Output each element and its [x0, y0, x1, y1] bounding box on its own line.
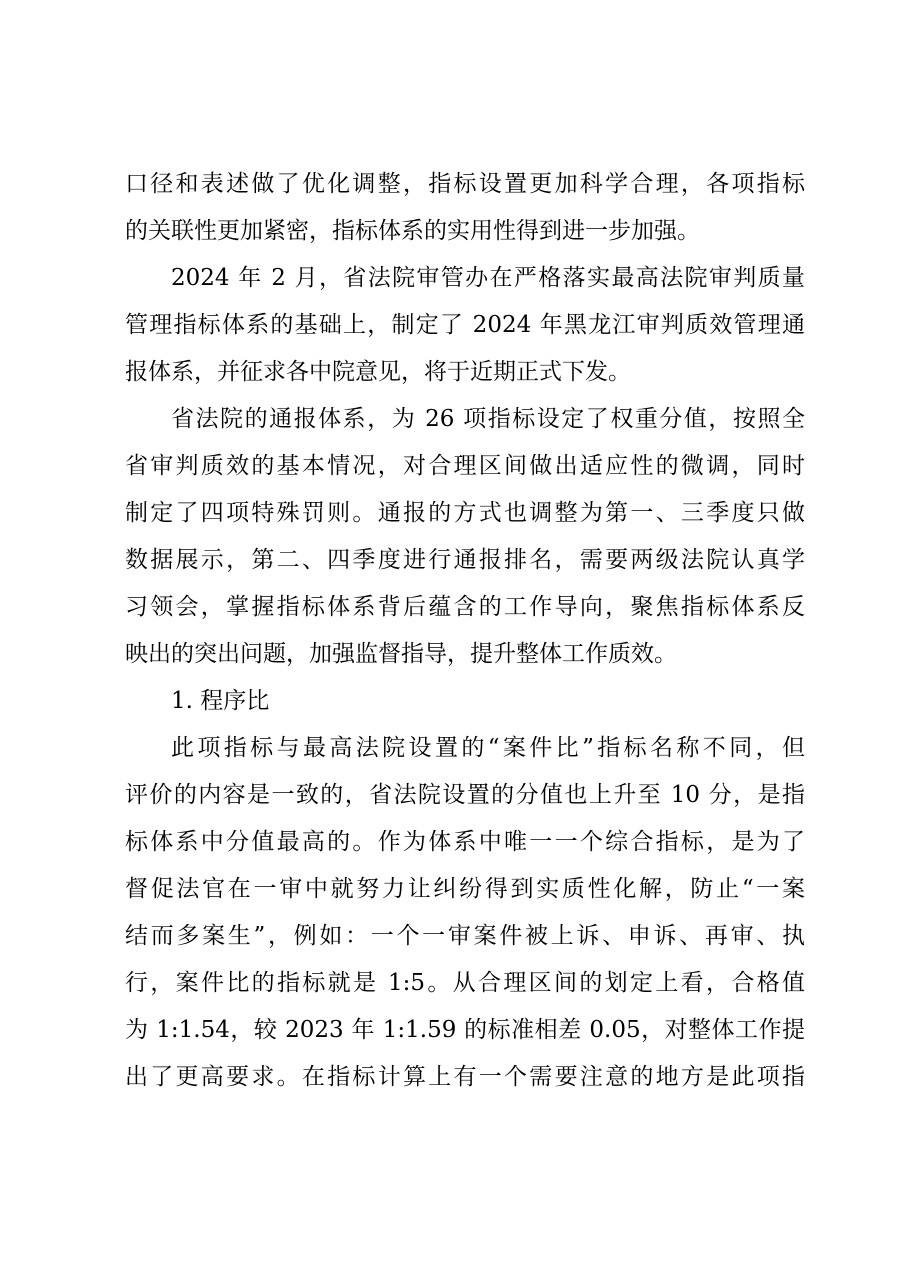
text-line: 行，案件比的指标就是 1:5。从合理区间的划定上看，合格值: [125, 970, 805, 996]
text-line: 出了更高要求。在指标计算上有一个需要注意的地方是此项指: [125, 1064, 805, 1090]
text-line: 结而多案生”，例如：一个一审案件被上诉、申诉、再审、执: [125, 923, 805, 949]
paragraph-start-line: 省法院的通报体系，为 26 项指标设定了权重分值，按照全: [171, 406, 805, 432]
text-line: 制定了四项特殊罚则。通报的方式也调整为第一、三季度只做: [125, 500, 805, 526]
text-line: 报体系，并征求各中院意见，将于近期正式下发。: [125, 359, 631, 385]
paragraph-start-line: 此项指标与最高法院设置的“案件比”指标名称不同，但: [171, 735, 805, 761]
text-line: 为 1:1.54，较 2023 年 1:1.59 的标准相差 0.05，对整体工作提: [125, 1017, 805, 1043]
text-line: 的关联性更加紧密，指标体系的实用性得到进一步加强。: [125, 218, 700, 244]
text-line: 映出的突出问题，加强监督指导，提升整体工作质效。: [125, 641, 677, 667]
paragraph-start-line: 2024 年 2 月，省法院审管办在严格落实最高法院审判质量: [171, 265, 805, 291]
text-line: 省审判质效的基本情况，对合理区间做出适应性的微调，同时: [125, 453, 805, 479]
text-line: 标体系中分值最高的。作为体系中唯一一个综合指标，是为了: [125, 829, 805, 855]
text-line: 口径和表述做了优化调整，指标设置更加科学合理，各项指标: [125, 171, 805, 197]
text-line: 习领会，掌握指标体系背后蕴含的工作导向，聚焦指标体系反: [125, 594, 805, 620]
section-heading: 1. 程序比: [171, 688, 270, 714]
body-text: [125, 161, 805, 1101]
text-line: 数据展示，第二、四季度进行通报排名，需要两级法院认真学: [125, 547, 805, 573]
text-line: 评价的内容是一致的，省法院设置的分值也上升至 10 分，是指: [125, 782, 805, 808]
text-line: 管理指标体系的基础上，制定了 2024 年黑龙江审判质效管理通: [125, 312, 805, 338]
text-line: 督促法官在一审中就努力让纠纷得到实质性化解，防止“一案: [125, 876, 805, 902]
